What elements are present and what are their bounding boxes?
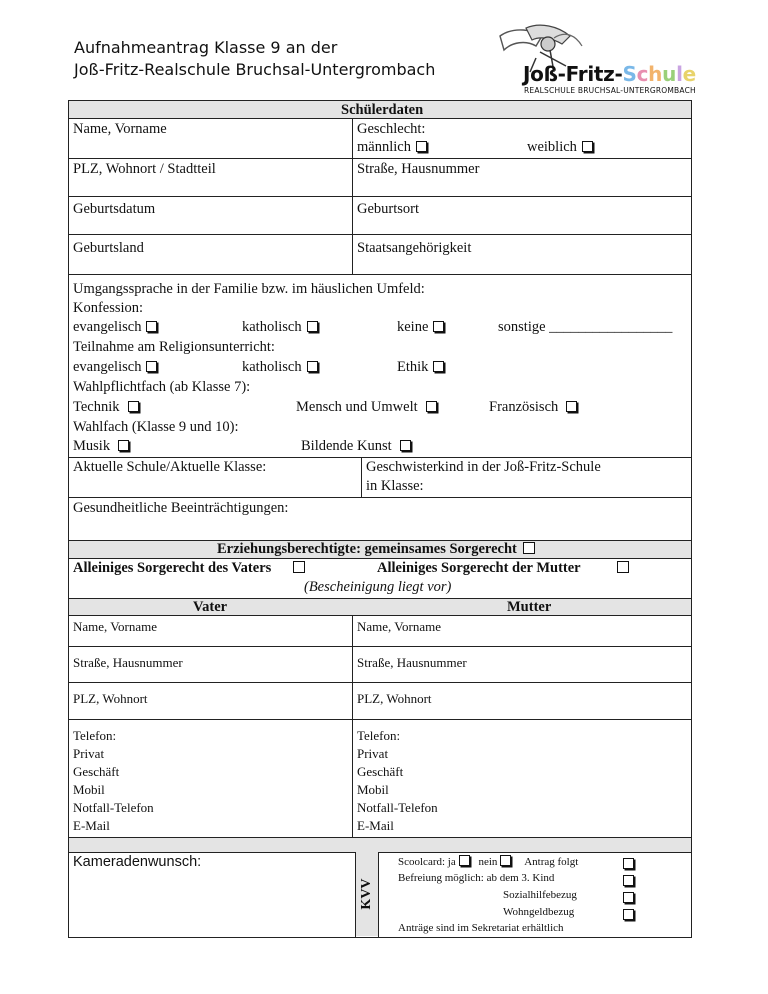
option-weiblich[interactable]: weiblich xyxy=(527,139,593,156)
option-maennlich[interactable]: männlich xyxy=(357,139,427,156)
label-kameradenwunsch: Kameradenwunsch: xyxy=(73,854,202,870)
checkbox-icon xyxy=(459,855,470,866)
checkbox-icon xyxy=(128,401,139,412)
option-scoolcard[interactable]: Scoolcard: ja nein Antrag folgt xyxy=(398,856,579,868)
checkbox-icon xyxy=(433,321,444,332)
section-heading-erziehungsberechtigte[interactable]: Erziehungsberechtigte: gemeinsames Sorgerecht xyxy=(217,541,535,558)
label-plz: PLZ, Wohnort / Stadtteil xyxy=(73,161,216,177)
option-sorgerecht-mutter[interactable]: Alleiniges Sorgerecht der Mutter xyxy=(377,560,629,577)
logo-letter-e: e xyxy=(682,62,696,86)
option-ethik[interactable]: Ethik xyxy=(397,359,444,376)
option-religion-evangelisch[interactable]: evangelisch xyxy=(73,359,157,376)
checkbox-icon[interactable] xyxy=(623,858,634,869)
checkbox-icon xyxy=(118,440,129,451)
option-musik[interactable]: Musik xyxy=(73,438,129,455)
label-vater-plz: PLZ, Wohnort xyxy=(73,691,148,706)
checkbox-icon xyxy=(426,401,437,412)
logo-name: Joß-Fritz- xyxy=(523,62,623,86)
label-wahlfach: Wahlfach (Klasse 9 und 10): xyxy=(73,419,239,435)
label-geschlecht: Geschlecht: xyxy=(357,121,426,137)
label-gesundheit: Gesundheitliche Beeinträchtigungen: xyxy=(73,500,289,516)
label-wohngeld: Wohngeldbezug xyxy=(503,906,575,918)
option-technik[interactable]: Technik xyxy=(73,399,139,416)
checkbox-icon xyxy=(416,141,427,152)
logo-letter-u: u xyxy=(662,62,677,86)
option-evangelisch[interactable]: evangelisch xyxy=(73,319,157,336)
checkbox-icon xyxy=(566,401,577,412)
kvv-label: KVV xyxy=(356,852,378,936)
logo-letter-h: h xyxy=(648,62,663,86)
label-geburtsland: Geburtsland xyxy=(73,240,144,256)
checkbox-icon xyxy=(617,561,629,573)
label-umgangssprache: Umgangssprache in der Familie bzw. im häuslichen Umfeld: xyxy=(73,281,425,297)
label-vater-strasse: Straße, Hausnummer xyxy=(73,655,183,670)
label-geschwister-2: in Klasse: xyxy=(366,478,424,494)
label-strasse: Straße, Hausnummer xyxy=(357,161,480,177)
checkbox-icon xyxy=(500,855,511,866)
option-religion-katholisch[interactable]: katholisch xyxy=(242,359,318,376)
label-name: Name, Vorname xyxy=(73,121,167,137)
label-vater-name: Name, Vorname xyxy=(73,619,157,634)
checkbox-icon xyxy=(400,440,411,451)
label-mutter-plz: PLZ, Wohnort xyxy=(357,691,432,706)
checkbox-icon[interactable] xyxy=(623,875,634,886)
label-geschwister-1: Geschwisterkind in der Joß-Fritz-Schule xyxy=(366,459,601,475)
logo-letter-c: c xyxy=(636,62,649,86)
checkbox-icon[interactable] xyxy=(623,909,634,920)
label-befreiung: Befreiung möglich: ab dem 3. Kind xyxy=(398,872,555,884)
label-religion: Teilnahme am Religionsunterricht: xyxy=(73,339,275,355)
option-bildende-kunst[interactable]: Bildende Kunst xyxy=(301,438,411,455)
label-mutter-name: Name, Vorname xyxy=(357,619,441,634)
vater-kontakt: Telefon: Privat Geschäft Mobil Notfall-Telefon E-Mail xyxy=(73,728,154,833)
label-mutter-strasse: Straße, Hausnummer xyxy=(357,655,467,670)
title-line-1: Aufnahmeantrag Klasse 9 an der xyxy=(74,38,338,57)
label-wahlpflicht: Wahlpflichtfach (ab Klasse 7): xyxy=(73,379,251,395)
logo-letter-l: l xyxy=(676,62,683,86)
title-line-2: Joß-Fritz-Realschule Bruchsal-Untergrombach xyxy=(74,60,436,79)
label-geburtsdatum: Geburtsdatum xyxy=(73,201,156,217)
column-heading-mutter: Mutter xyxy=(507,599,552,615)
label-aktuelle-schule: Aktuelle Schule/Aktuelle Klasse: xyxy=(73,459,267,475)
column-heading-vater: Vater xyxy=(193,599,228,615)
option-franzoesisch[interactable]: Französisch xyxy=(489,399,577,416)
option-sorgerecht-vater[interactable]: Alleiniges Sorgerecht des Vaters xyxy=(73,560,305,577)
checkbox-icon xyxy=(307,321,318,332)
label-staatsangehoerigkeit: Staatsangehörigkeit xyxy=(357,240,472,256)
checkbox-icon xyxy=(582,141,593,152)
option-keine[interactable]: keine xyxy=(397,319,444,336)
label-antraege: Anträge sind im Sekretariat erhältlich xyxy=(398,922,564,934)
label-geburtsort: Geburtsort xyxy=(357,201,420,217)
mutter-kontakt: Telefon: Privat Geschäft Mobil Notfall-Telefon E-Mail xyxy=(357,728,438,833)
section-heading-schuelerdaten: Schülerdaten xyxy=(341,102,424,118)
label-konfession: Konfession: xyxy=(73,300,144,316)
checkbox-icon xyxy=(523,542,535,554)
checkbox-icon[interactable] xyxy=(623,892,634,903)
field-sonstige[interactable]: sonstige _________________ xyxy=(498,319,673,335)
checkbox-icon xyxy=(146,361,157,372)
checkbox-icon xyxy=(293,561,305,573)
checkbox-icon xyxy=(433,361,444,372)
logo-letter-s: S xyxy=(622,62,637,86)
option-katholisch[interactable]: katholisch xyxy=(242,319,318,336)
option-mensch-umwelt[interactable]: Mensch und Umwelt xyxy=(296,399,437,416)
checkbox-icon xyxy=(307,361,318,372)
label-bescheinigung: (Bescheinigung liegt vor) xyxy=(304,579,452,595)
logo-subtitle: REALSCHULE BRUCHSAL-UNTERGROMBACH xyxy=(524,86,696,95)
label-sozialhilfe: Sozialhilfebezug xyxy=(503,889,577,901)
checkbox-icon xyxy=(146,321,157,332)
